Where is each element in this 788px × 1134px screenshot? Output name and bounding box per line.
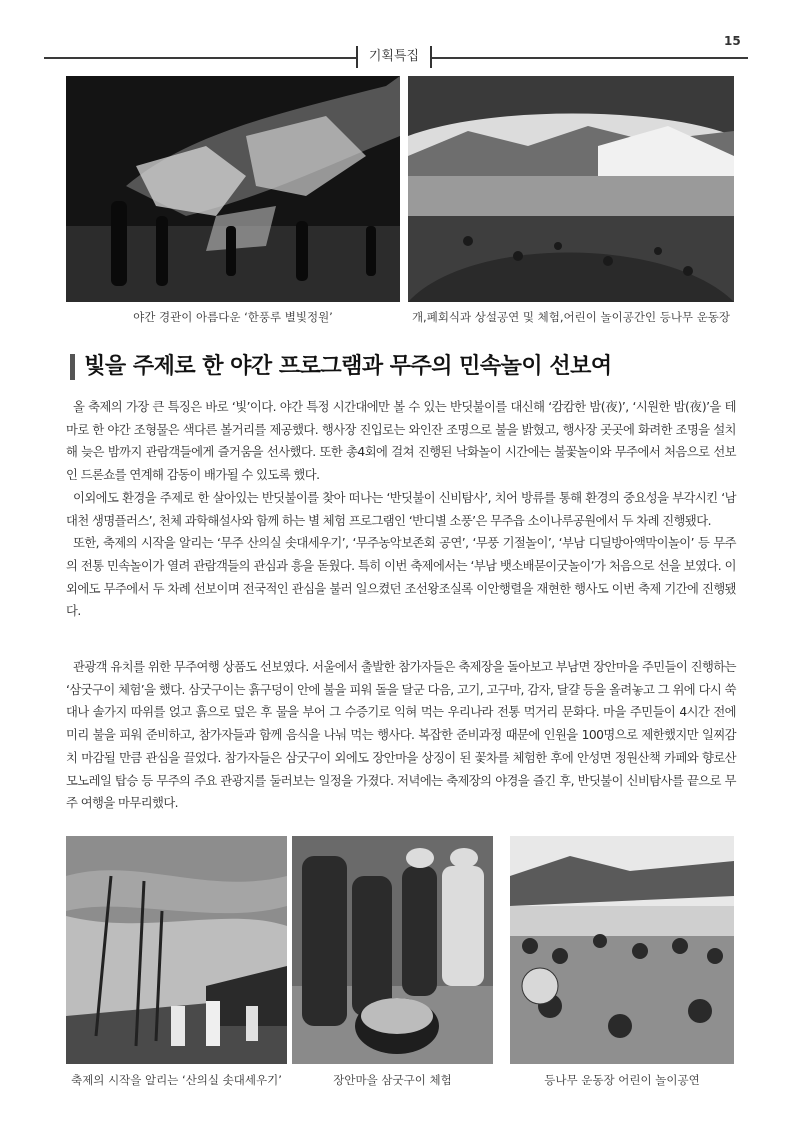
photo-caption: 장안마을 삼굿구이 체험 [333, 1073, 452, 1087]
photo-caption: 개,폐회식과 상설공연 및 체험,어린이 놀이공간인 등나무 운동장 [411, 310, 731, 324]
photo-caption: 등나무 운동장 어린이 놀이공연 [544, 1073, 700, 1087]
festival-ground-photo [408, 76, 734, 302]
sotdae-raising-photo [66, 836, 287, 1064]
children-performance-photo [510, 836, 734, 1064]
section-label: 기획특집 [356, 46, 432, 68]
photo-caption: 야간 경관이 아름다운 ‘한풍루 별빛정원’ [133, 310, 333, 324]
article-paragraph: 관광객 유치를 위한 무주여행 상품도 선보였다. 서울에서 출발한 참가자들은 축제장을 돌아보고 부남면 장안마을 주민들이 진행하는 ‘삼굿구이 체험’을 했다. 삼굿구이는 흙구덩이 안에 불을 피워 돌을 달군 다음, 고기, 고구마, 감자, 달걀 등을 올려놓고 그 위에 다시 쑥대나 솔가지 따위를 얹고 흙으로 덮은 후 물을 부어 그 수증기로 익혀 먹는 우리나라 전통 먹거리 문화다. 마을 주민들이 4시간 전에 미리 불을 피워 준비하고, 참가자들과 함께 음식을 나눠 먹는 행사다. 복잡한 준비과정 때문에 인원을 100명으로 제한했지만 일찌감치 마감될 만큼 관심을 끌었다. 참가자들은 삼굿구이 외에도 장안마을 상징이 된 꽃차를 체험한 후에 안성면 정원산책 카페와 향로산 모노레일 탑승 등 무주의 주요 관광지를 둘러보는 일정을 가졌다. 저녁에는 축제장의 야경을 즐긴 후, 반딧불이 신비탐사를 끝으로 무주 여행을 마무리했다. [66, 660, 736, 811]
page-number: 15 [724, 34, 741, 48]
article-paragraph: 올 축제의 가장 큰 특징은 바로 ‘빛’이다. 야간 특정 시간대에만 볼 수 있는 반딧불이를 대신해 ‘캄캄한 밤(夜)’, ‘시원한 밤(夜)’을 테마로 한 야간 조형물은 색다른 볼거리를 제공했다. 행사장 진입로는 와인잔 조명으로 불을 밝혔고, 행사장 곳곳에 화려한 조명을 설치해 늦은 밤까지 관람객들에게 즐거움을 선사했다. 또한 총4회에 걸쳐 진행된 낙화놀이 시간에는 불꽃놀이와 무주에서 처음으로 선보인 드론쇼를 연계해 감동이 배가될 수 있도록 했다. [66, 400, 736, 483]
title-accent-bar [70, 354, 75, 380]
photo-caption: 축제의 시작을 알리는 ‘산의실 솟대세우기’ [71, 1073, 282, 1087]
article-title-text: 빛을 주제로 한 야간 프로그램과 무주의 민속놀이 선보여 [84, 354, 612, 379]
article-paragraph: 이외에도 환경을 주제로 한 살아있는 반딧불이를 찾아 떠나는 ‘반딧불이 신비탐사’, 치어 방류를 통해 환경의 중요성을 부각시킨 ‘남대천 생명플러스’, 천체 과학해설사와 함께 하는 별 체험 프로그램인 ‘반디별 소풍’은 무주읍 소이나루공원에서 두 차례 진행됐다. [66, 490, 736, 528]
article-body-part-2 [66, 656, 736, 815]
article-paragraph: 또한, 축제의 시작을 알리는 ‘무주 산의실 솟대세우기’, ‘무주농악보존회 공연’, ‘무풍 기절놀이’, ‘부남 디딜방아액막이놀이’ 등 무주의 전통 민속놀이가 열려 관람객들의 관심과 흥을 돋웠다. 특히 이번 축제에서는 ‘부남 뱃소배묻이굿놀이’가 처음으로 선을 보였다. 이 외에도 무주에서 두 차례 선보이며 전국적인 관심을 불러 일으켰던 조선왕조실록 이안행렬을 재현한 행사도 이번 축제 기간에 진행됐다. [66, 536, 736, 619]
samgut-grilling-photo [292, 836, 493, 1064]
article-title [70, 349, 730, 380]
article-body-part-1 [66, 396, 736, 623]
night-light-garden-photo [66, 76, 400, 302]
